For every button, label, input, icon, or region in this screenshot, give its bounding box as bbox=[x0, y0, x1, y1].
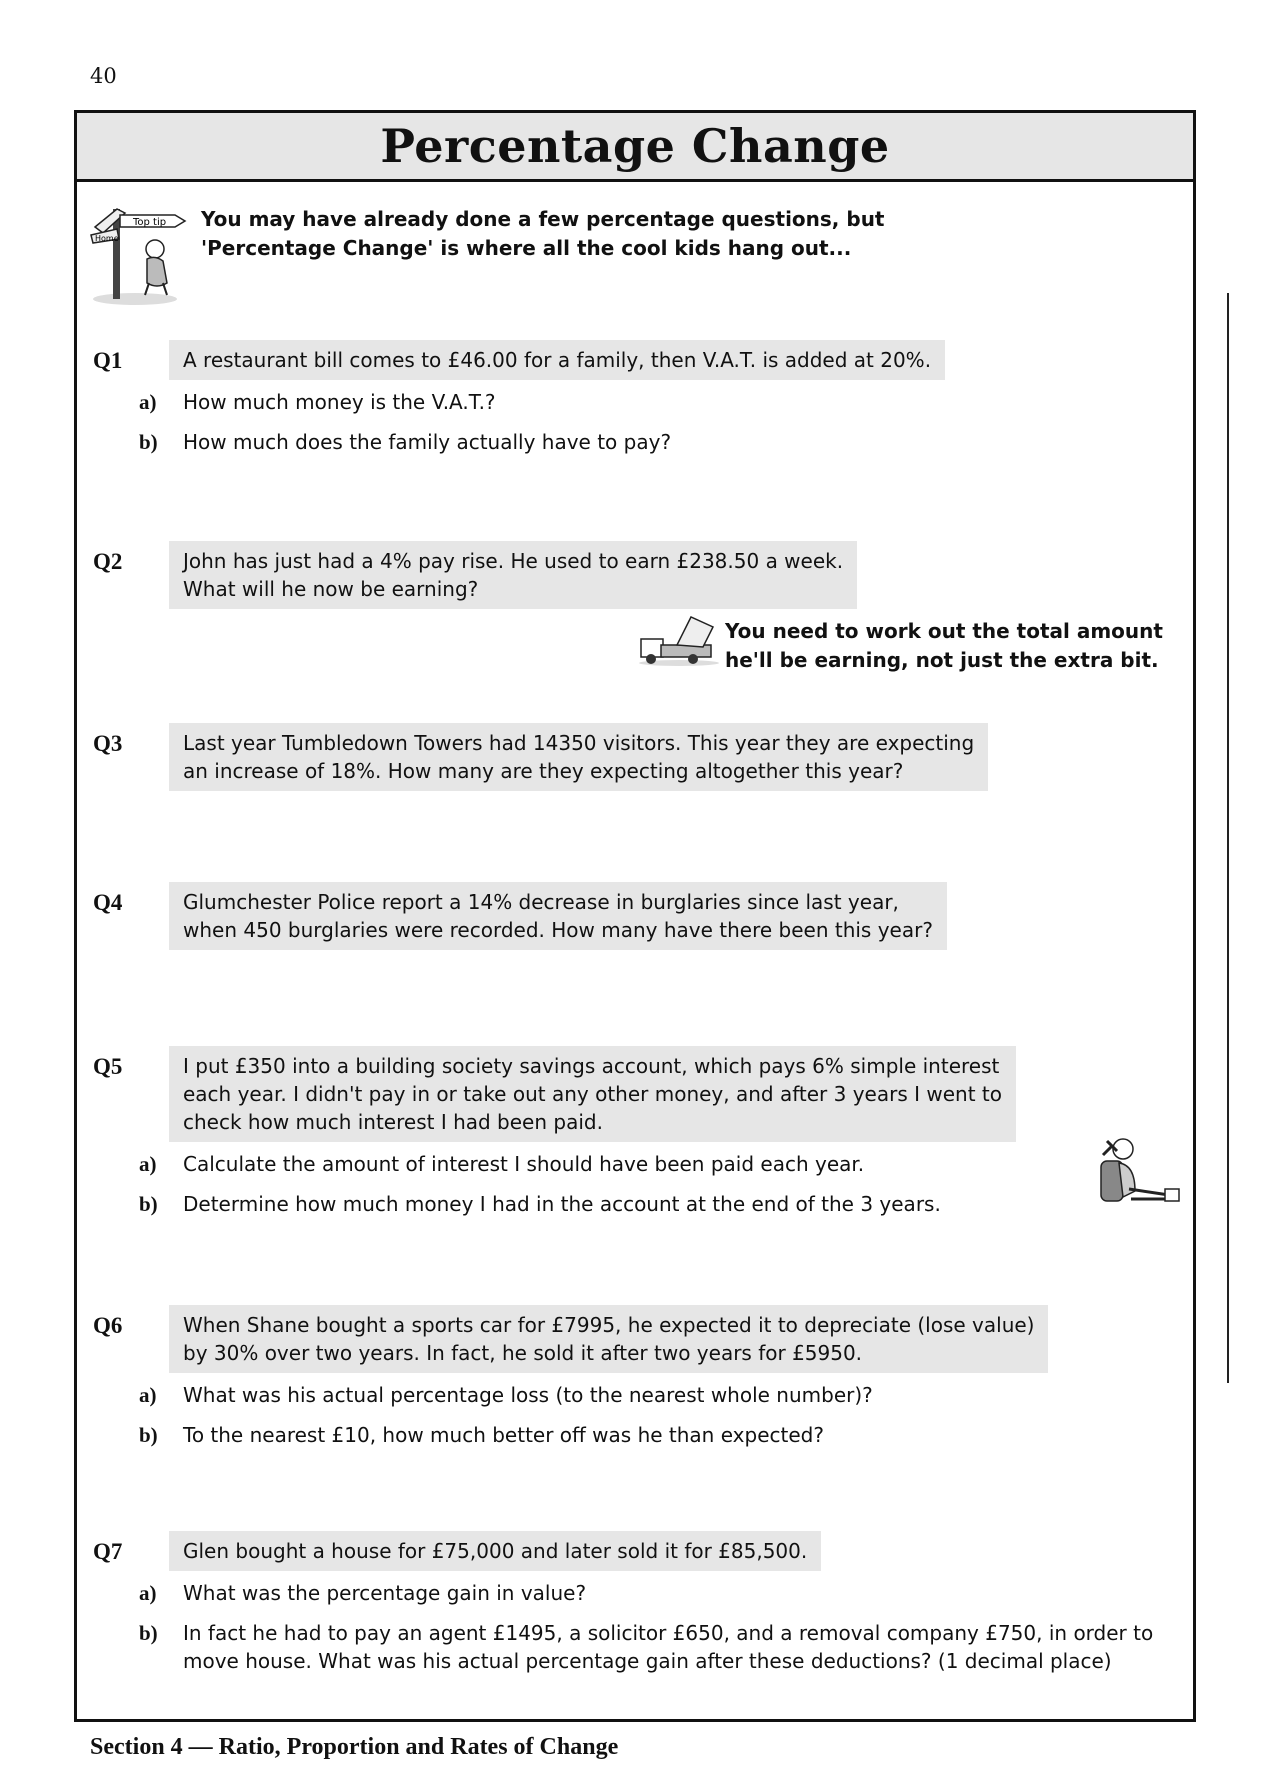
stem-line: by 30% over two years. In fact, he sold it after two years for £5950. bbox=[183, 1341, 863, 1365]
part-text: To the nearest £10, how much better off was he than expected? bbox=[183, 1423, 824, 1447]
sign-label-home: Home bbox=[95, 234, 119, 243]
page-title: Percentage Change bbox=[380, 119, 890, 173]
question-stem bbox=[169, 1305, 1048, 1373]
intro-line-1: You may have already done a few percentage questions, but bbox=[201, 207, 885, 231]
hint-line-2: he'll be earning, not just the extra bit. bbox=[725, 648, 1159, 672]
question-2 bbox=[77, 541, 1193, 611]
stem-line: an increase of 18%. How many are they expecting altogether this year? bbox=[183, 759, 904, 783]
question-stem bbox=[169, 541, 857, 609]
question-number: Q2 bbox=[93, 549, 123, 574]
part-label: b) bbox=[139, 1423, 158, 1447]
question-stem bbox=[169, 882, 947, 950]
part-label: b) bbox=[139, 430, 158, 454]
stem-line: I put £350 into a building society savings account, which pays 6% simple interest bbox=[183, 1054, 1000, 1078]
part-text: How much does the family actually have to pay? bbox=[183, 430, 672, 454]
question-1 bbox=[77, 340, 1193, 460]
question-stem bbox=[169, 1046, 1016, 1142]
part-text: What was his actual percentage loss (to the nearest whole number)? bbox=[183, 1383, 873, 1407]
part-label: a) bbox=[139, 1581, 157, 1605]
question-number: Q4 bbox=[93, 890, 123, 915]
part-label: a) bbox=[139, 1383, 157, 1407]
question-stem bbox=[169, 1531, 821, 1571]
part-label: b) bbox=[139, 1621, 158, 1645]
question-number: Q3 bbox=[93, 731, 123, 756]
question-stem bbox=[169, 340, 945, 380]
hint-line-1: You need to work out the total amount bbox=[725, 619, 1163, 643]
question-number: Q5 bbox=[93, 1054, 123, 1079]
stem-line: check how much interest I had been paid. bbox=[183, 1110, 603, 1134]
part-label: a) bbox=[139, 390, 157, 414]
hint-tip bbox=[725, 617, 1163, 675]
part-text: Determine how much money I had in the account at the end of the 3 years. bbox=[183, 1192, 941, 1216]
question-6 bbox=[77, 1305, 1193, 1455]
part-text: What was the percentage gain in value? bbox=[183, 1581, 587, 1605]
page-number: 40 bbox=[90, 64, 117, 88]
part-text-line: In fact he had to pay an agent £1495, a solicitor £650, and a removal company £750, in order to bbox=[183, 1621, 1154, 1645]
intro-tip bbox=[201, 205, 885, 263]
stem-line: What will he now be earning? bbox=[183, 577, 479, 601]
tipper-truck-illustration bbox=[637, 613, 721, 667]
question-number: Q1 bbox=[93, 348, 123, 373]
worksheet-frame bbox=[74, 110, 1196, 1722]
question-4 bbox=[77, 882, 1193, 952]
part-text-line: move house. What was his actual percentage gain after these deductions? (1 decimal place) bbox=[183, 1649, 1112, 1673]
stem-line: A restaurant bill comes to £46.00 for a family, then V.A.T. is added at 20%. bbox=[183, 348, 932, 372]
sign-label-top-tip: Top tip bbox=[133, 217, 167, 228]
part-text: Calculate the amount of interest I should have been paid each year. bbox=[183, 1152, 865, 1176]
part-label: a) bbox=[139, 1152, 157, 1176]
title-bar bbox=[77, 113, 1193, 182]
stem-line: Last year Tumbledown Towers had 14350 visitors. This year they are expecting bbox=[183, 731, 975, 755]
stem-line: Glen bought a house for £75,000 and later sold it for £85,500. bbox=[183, 1539, 808, 1563]
question-5 bbox=[77, 1046, 1193, 1226]
question-3 bbox=[77, 723, 1193, 793]
signpost-character-illustration bbox=[87, 195, 197, 307]
question-number: Q7 bbox=[93, 1539, 123, 1564]
stem-line: each year. I didn't pay in or take out any other money, and after 3 years I went to bbox=[183, 1082, 1002, 1106]
stem-line: John has just had a 4% pay rise. He used to earn £238.50 a week. bbox=[183, 549, 844, 573]
section-footer: Section 4 — Ratio, Proportion and Rates of Change bbox=[90, 1734, 619, 1760]
stem-line: Glumchester Police report a 14% decrease in burglaries since last year, bbox=[183, 890, 899, 914]
part-text bbox=[183, 1619, 1153, 1675]
stem-line: when 450 burglaries were recorded. How many have there been this year? bbox=[183, 918, 933, 942]
question-7 bbox=[77, 1531, 1193, 1691]
climbing-rope bbox=[1227, 293, 1229, 1383]
intro-line-2: 'Percentage Change' is where all the cool kids hang out... bbox=[201, 236, 852, 260]
part-label: b) bbox=[139, 1192, 158, 1216]
part-text: How much money is the V.A.T.? bbox=[183, 390, 496, 414]
question-stem bbox=[169, 723, 988, 791]
question-number: Q6 bbox=[93, 1313, 123, 1338]
stem-line: When Shane bought a sports car for £7995, he expected it to depreciate (lose value) bbox=[183, 1313, 1035, 1337]
